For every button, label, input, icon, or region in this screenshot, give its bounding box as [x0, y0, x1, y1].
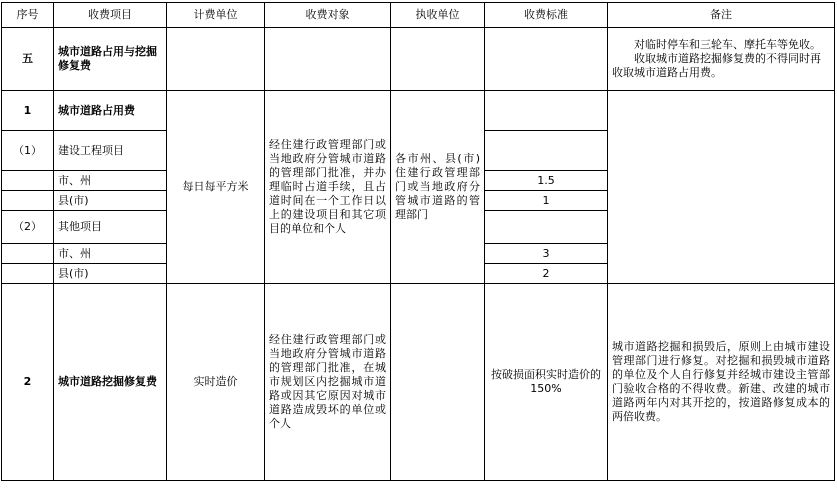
excavate-note: 城市道路挖掘和损毁后，原则上由城市建设管理部门进行修复。对挖掘和损毁城市道路的单位及个人自行修复并经城市建设主管部门验收合格的不得收费。新建、改建的城市道路两年内对其开挖的，按道路修复成本的两倍收费。 [608, 284, 835, 481]
sub2-standard [485, 211, 608, 244]
table-row [2, 91, 835, 131]
excavate-target: 经住建行政管理部门或当地政府分管城市道路的管理部门批准，在城市规划区内挖掘城市道路或因其它原因对城市道路造成毁坏的单位或个人 [265, 284, 391, 481]
header-no: 序号 [2, 3, 54, 28]
occupy-target: 经住建行政管理部门或当地政府分管城市道路的管理部门批准，并办理临时占道手续，且占道时间在一个工作日以上的建设项目和其它项目的单位和个人 [265, 91, 391, 284]
header-target: 收费对象 [265, 3, 391, 28]
header-unit: 计费单位 [167, 3, 265, 28]
sub1-county: 县(市) [54, 191, 167, 211]
header-note: 备注 [608, 3, 835, 28]
sub2-county: 县(市) [54, 264, 167, 284]
excavate-standard: 按破损面积实时造价的 150% [485, 284, 608, 481]
sub2-city-standard: 3 [485, 244, 608, 264]
section-no: 五 [2, 28, 54, 91]
occupy-no: 1 [2, 91, 54, 131]
section-row [2, 28, 835, 91]
section-target [265, 28, 391, 91]
header-collector: 执收单位 [391, 3, 485, 28]
section-note-1: 对临时停车和三轮车、摩托车等免收。 [634, 38, 821, 51]
section-collector [391, 28, 485, 91]
excavate-collector [391, 284, 485, 481]
occupy-standard [485, 91, 608, 131]
sub2-city-no [2, 244, 54, 264]
table-row [2, 284, 835, 481]
sub2-county-no [2, 264, 54, 284]
sub1-city: 市、州 [54, 171, 167, 191]
sub1-standard [485, 131, 608, 171]
section-item: 城市道路占用与挖掘修复费 [54, 28, 167, 91]
occupy-unit: 每日每平方米 [167, 91, 265, 284]
sub1-county-no [2, 191, 54, 211]
sub2-item: 其他项目 [54, 211, 167, 244]
sub1-city-standard: 1.5 [485, 171, 608, 191]
sub1-item: 建设工程项目 [54, 131, 167, 171]
sub1-county-standard: 1 [485, 191, 608, 211]
section-standard [485, 28, 608, 91]
header-item: 收费项目 [54, 3, 167, 28]
section-note-2: 收取城市道路挖掘修复费的不得同时再收取城市道路占用费。 [612, 52, 821, 79]
sub2-no: （2） [2, 211, 54, 244]
sub1-no: （1） [2, 131, 54, 171]
excavate-no: 2 [2, 284, 54, 481]
section-unit [167, 28, 265, 91]
section-note [608, 28, 835, 91]
excavate-unit: 实时造价 [167, 284, 265, 481]
occupy-note [608, 91, 835, 284]
occupy-collector: 各市州、县(市)住建行政管理部门或当地政府分管城市道路的管理部门 [391, 91, 485, 284]
header-row [2, 3, 835, 28]
fee-table [1, 2, 835, 481]
sub1-city-no [2, 171, 54, 191]
header-standard: 收费标准 [485, 3, 608, 28]
sub2-county-standard: 2 [485, 264, 608, 284]
occupy-item: 城市道路占用费 [54, 91, 167, 131]
excavate-item: 城市道路挖掘修复费 [54, 284, 167, 481]
sub2-city: 市、州 [54, 244, 167, 264]
